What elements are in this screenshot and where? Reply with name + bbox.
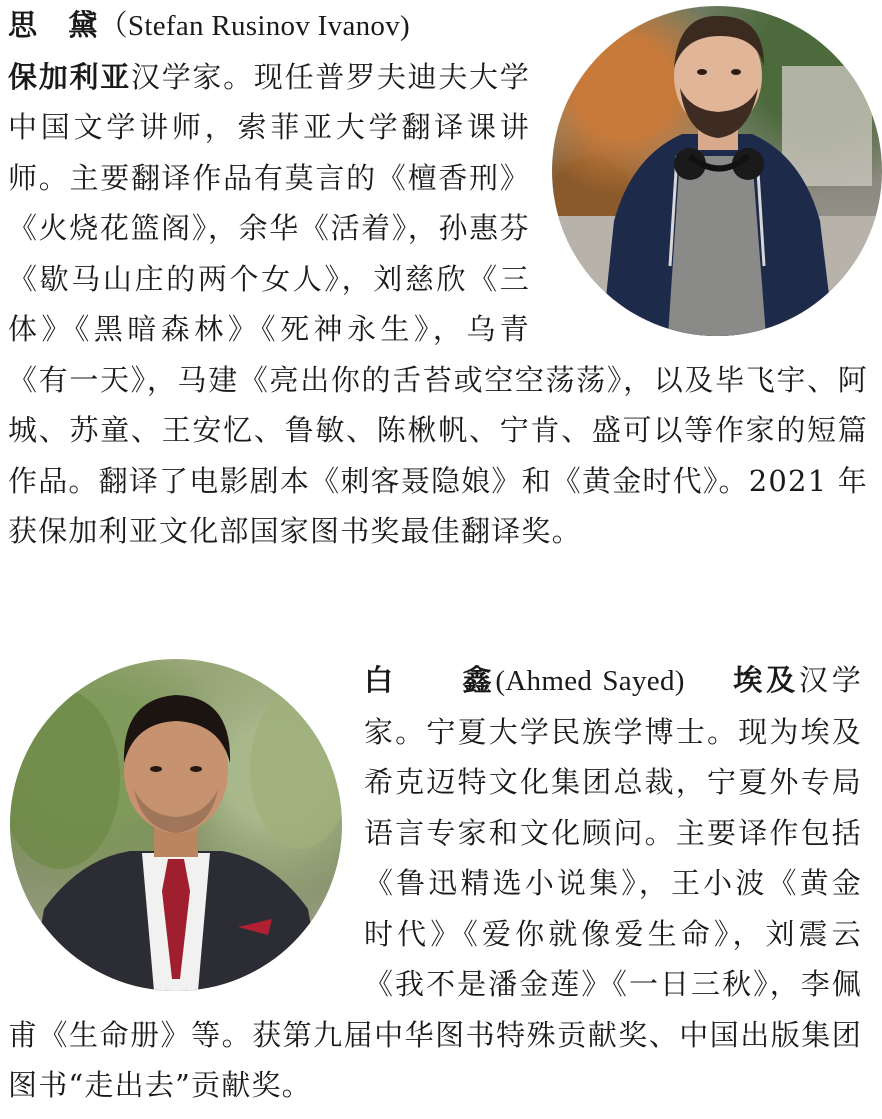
- translator-country: 埃及: [733, 663, 799, 697]
- translator-name: 思 黛: [8, 8, 99, 42]
- translator-bio-ahmed: [0, 655, 882, 1115]
- bio-body-text: 汉学家。现任普罗夫迪夫大学中国文学讲师，索菲亚大学翻译课讲师。主要翻译作品有莫言的《檀香刑》《火烧花篮阁》，余华《活着》，孙惠芬《歇马山庄的两个女人》，刘慈欣《三体》《黑暗森林》《死神永生》，乌青《有一天》，马建《亮出你的舌苔或空空荡荡》，以及毕飞宇、阿城、苏童、王安忆、鲁敏、陈楸帆、宁肯、盛可以等作家的短篇作品。翻译了电影剧本《刺客聂隐娘》和《黄金时代》。2021 年获保加利亚文化部国家图书奖最佳翻译奖。: [8, 59, 868, 548]
- man-portrait-illustration: [552, 6, 882, 336]
- translator-name: 白 鑫: [364, 663, 496, 697]
- translator-latin-name: (Ahmed Sayed): [495, 665, 685, 697]
- man-portrait-illustration: [10, 659, 342, 991]
- portrait-photo-stefan: [552, 6, 882, 336]
- portrait-photo-ahmed: [10, 659, 342, 991]
- translator-latin-name: （Stefan Rusinov Ivanov): [98, 10, 410, 42]
- translator-country: 保加利亚: [8, 59, 131, 94]
- bio-body-text: 汉学家。宁夏大学民族学博士。现为埃及希克迈特文化集团总裁，宁夏外专局语言专家和文化顾问。主要译作包括《鲁迅精选小说集》，王小波《黄金时代》《爱你就像爱生命》，刘震云《我不是潘金莲》《一日三秋》，李佩甫《生命册》等。获第九届中华图书特殊贡献奖、中国出版集团图书“走出去”贡献奖。: [8, 663, 862, 1102]
